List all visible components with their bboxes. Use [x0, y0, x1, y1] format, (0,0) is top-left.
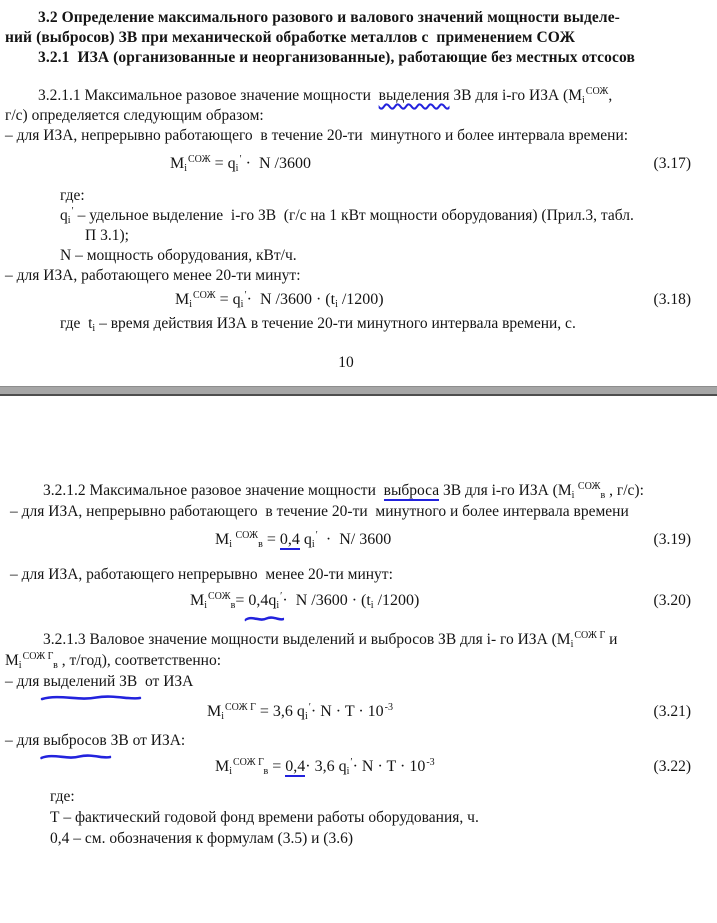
pen-annotated-text: выбросов	[43, 730, 106, 751]
where-label-2	[0, 786, 717, 807]
subscript-text: i	[582, 95, 585, 106]
text-span: ,	[608, 87, 613, 104]
formula-expression	[215, 528, 391, 552]
page-2	[0, 480, 717, 923]
subscript-text: i	[335, 299, 338, 310]
formula-expression	[170, 152, 311, 176]
line-text	[60, 186, 85, 206]
subscript-text: i	[18, 660, 22, 671]
text-span: – для ИЗА, непрерывно работающего в течение 20-ти минутного и более интервала времени:	[5, 127, 629, 144]
text-span: 3.2.1.3 Валовое значение мощности выделений и выбросов ЗВ для i- го ИЗА (M	[43, 631, 571, 648]
text-span: г/с) определяется следующим образом:	[5, 107, 264, 124]
subscript-text: i	[92, 323, 96, 334]
para-3-2-1-3-line-2	[0, 650, 717, 671]
text-span: M	[215, 758, 230, 775]
text-span: M	[215, 531, 230, 548]
text-span: =	[268, 758, 286, 775]
superscript-text: -3	[426, 757, 435, 768]
line-text	[60, 246, 297, 266]
formula-expression	[190, 589, 419, 613]
subscript-text: i	[229, 766, 233, 777]
line-text	[43, 629, 617, 650]
superscript-text: ′	[315, 530, 318, 541]
line-text	[50, 807, 479, 828]
superscript-text: СОЖ	[208, 591, 231, 602]
text-span: – для ИЗА, работающего непрерывно менее 20-ти минут:	[10, 566, 393, 583]
subscript-text: в	[230, 600, 236, 611]
heading-3-2-line-1	[0, 8, 717, 28]
text-span: ЗВ от ИЗА:	[106, 732, 186, 749]
line-text	[5, 730, 185, 751]
where-label	[0, 186, 717, 206]
text-span: Т – фактический годовой фонд времени работы оборудования, ч.	[50, 809, 479, 826]
superscript-text: -3	[384, 702, 393, 713]
line-text	[5, 126, 628, 146]
subscript-text: i	[235, 163, 239, 174]
text-span: – для	[5, 732, 44, 749]
definition-N	[0, 246, 717, 266]
text-span: N – мощность оборудования, кВт/ч.	[60, 247, 297, 264]
text-span: 0,4 – см. обозначения к формулам (3.5) и (3.6)	[50, 830, 353, 847]
text-span: 0,4q	[248, 592, 277, 609]
equation-number: (3.18)	[653, 291, 691, 308]
page-1	[0, 0, 717, 386]
formula-3-18	[0, 288, 717, 312]
superscript-text: ′	[71, 206, 74, 217]
subscript-text: в	[600, 490, 606, 501]
case-20min-or-more	[0, 126, 717, 146]
para-3-2-1-1-line-2	[0, 106, 717, 126]
definition-T	[0, 807, 717, 828]
para-3-2-1-3-line-1	[0, 629, 717, 650]
text-span: 3.2.1.2 Максимальное разовое значение мощности	[43, 482, 384, 499]
line-text	[60, 206, 634, 226]
page-break-divider	[0, 386, 717, 396]
text-span: , т/год), соответственно:	[57, 652, 222, 669]
formula-3-22	[0, 755, 717, 779]
subscript-text: i	[67, 215, 71, 226]
line-text	[5, 106, 264, 126]
text-span: q	[299, 531, 312, 548]
text-span: 3.2.1.1 Максимальное разовое значение мощности	[38, 87, 379, 104]
text-span: · N /3600 · (t	[282, 592, 371, 609]
text-span: =	[235, 592, 249, 609]
formula-expression	[215, 755, 435, 779]
pen-annotated-text: выделения	[378, 87, 450, 104]
text-span: = q	[215, 291, 241, 308]
text-span: · N /3600 · (t	[246, 291, 336, 308]
text-span: · N/ 3600	[317, 531, 392, 548]
para-3-2-1-1-line-1	[0, 86, 717, 106]
line-text	[85, 226, 129, 246]
superscript-text: ′	[239, 154, 242, 165]
pen-annotated-text: выброса	[383, 482, 440, 499]
subscript-text: i	[276, 600, 280, 611]
text-span: – время действия ИЗА в течение 20-ти минутного интервала времени, с.	[95, 315, 576, 332]
text-span: П 3.1);	[85, 227, 129, 244]
superscript-text: СОЖ Г	[22, 651, 54, 662]
subscript-text: в	[263, 766, 269, 777]
formula-3-21	[0, 700, 717, 724]
heading-3-2-1	[0, 48, 717, 68]
heading-3-2-line-2	[0, 28, 717, 48]
text-span: от ИЗА	[137, 673, 194, 690]
text-span: · N /3600	[241, 155, 311, 172]
formula-3-17	[0, 152, 717, 176]
text-span: – для ИЗА, непрерывно работающего в течение 20-ти минутного и более интервала времени	[10, 503, 629, 520]
formula-expression	[175, 288, 384, 312]
text-span: q	[60, 207, 68, 224]
subscript-text: в	[53, 660, 58, 671]
text-span: где t	[60, 315, 93, 332]
text-span: где:	[50, 788, 75, 805]
case-under-20min-2	[0, 564, 717, 585]
definition-qi-cont	[0, 226, 717, 246]
subscript-text: i	[571, 490, 575, 501]
subscript-text: i	[304, 711, 308, 722]
superscript-text: СОЖ Г	[225, 702, 256, 713]
text-span: M	[170, 155, 185, 172]
line-text	[5, 266, 301, 286]
case-under-20min	[0, 266, 717, 286]
formula-3-20	[0, 589, 717, 613]
definition-ti	[0, 314, 717, 334]
line-text	[38, 48, 635, 68]
page-1-content	[0, 8, 717, 334]
subscript-text: i	[346, 766, 350, 777]
text-span: – для	[5, 673, 44, 690]
line-text	[38, 8, 620, 28]
subscript-text: i	[204, 600, 208, 611]
text-span: M	[190, 592, 205, 609]
text-span: ЗВ для i-го ИЗА (M	[449, 87, 582, 104]
superscript-text: ′	[244, 290, 247, 301]
formula-expression	[207, 700, 393, 724]
text-span: 3.2 Определение максимального разового и валового значений мощности выделе-	[38, 9, 620, 26]
equation-number: (3.22)	[653, 758, 691, 775]
superscript-text: ′	[308, 702, 311, 713]
para-3-2-1-2	[0, 480, 717, 501]
text-span: M	[207, 703, 222, 720]
superscript-text: СОЖ Г	[574, 630, 606, 641]
case-20min-or-more-2	[0, 501, 717, 522]
superscript-text: ′	[280, 591, 283, 602]
text-span: =	[262, 531, 280, 548]
line-text	[43, 480, 644, 501]
text-span: где:	[60, 187, 85, 204]
subscript-text: i	[221, 711, 225, 722]
superscript-text: СОЖ	[193, 290, 216, 301]
subscript-text: i	[370, 600, 374, 611]
superscript-text: СОЖ	[575, 481, 601, 492]
pen-annotated-text: 0,4	[285, 758, 306, 775]
superscript-text: СОЖ Г	[233, 757, 264, 768]
subscript-text: в	[258, 539, 263, 550]
text-span: и	[605, 631, 618, 648]
formula-3-19	[0, 528, 717, 552]
text-span: M	[175, 291, 190, 308]
text-span: , г/с):	[605, 482, 644, 499]
text-span: /1200)	[337, 291, 384, 308]
line-text	[10, 501, 629, 522]
page-number: 10	[338, 354, 354, 371]
pen-annotated-text: 0,4	[279, 531, 300, 548]
line-text	[5, 671, 193, 692]
definition-qi	[0, 206, 717, 226]
equation-number: (3.17)	[653, 155, 691, 172]
text-span: · 3,6 q	[305, 758, 347, 775]
handwritten-underline-icon	[244, 613, 285, 623]
superscript-text: СОЖ	[585, 86, 609, 97]
text-span: = q	[210, 155, 236, 172]
text-span: /1200)	[373, 592, 420, 609]
case-discharges-from-iza	[0, 730, 717, 751]
text-span: – для ИЗА, работающего менее 20-ти минут:	[5, 267, 301, 284]
subscript-text: i	[570, 639, 574, 650]
text-span: ний (выбросов) ЗВ при механической обработке металлов с применением СОЖ	[5, 29, 576, 46]
subscript-text: i	[229, 539, 233, 550]
line-text	[60, 314, 576, 334]
superscript-text: СОЖ	[188, 154, 211, 165]
line-text	[5, 650, 221, 671]
text-span: 3.2.1 ИЗА (организованные и неорганизованные), работающие без местных отсосов	[38, 49, 635, 66]
subscript-text: i	[240, 299, 244, 310]
pen-annotated-text: выделений ЗВ	[43, 671, 137, 692]
text-span: = 3,6 q	[255, 703, 305, 720]
superscript-text: СОЖ	[233, 530, 259, 541]
equation-number: (3.19)	[653, 531, 691, 548]
subscript-text: i	[311, 539, 315, 550]
line-text	[38, 86, 612, 106]
equation-number: (3.21)	[653, 703, 691, 720]
text-span: ЗВ для i-го ИЗА (M	[439, 482, 572, 499]
line-text	[5, 28, 575, 48]
text-span: · N · T · 10	[352, 758, 426, 775]
subscript-text: i	[184, 163, 188, 174]
text-span: · N · T · 10	[310, 703, 384, 720]
line-text	[50, 786, 75, 807]
page-2-content	[0, 480, 717, 849]
text-span: M	[5, 652, 19, 669]
case-emissions-from-iza	[0, 671, 717, 692]
equation-number: (3.20)	[653, 592, 691, 609]
pen-annotated-text	[248, 589, 279, 613]
subscript-text: i	[189, 299, 193, 310]
line-text	[10, 564, 393, 585]
text-span: – удельное выделение i-го ЗВ (г/с на 1 кВт мощности оборудования) (Прил.3, табл.	[73, 207, 634, 224]
superscript-text: ′	[350, 757, 353, 768]
